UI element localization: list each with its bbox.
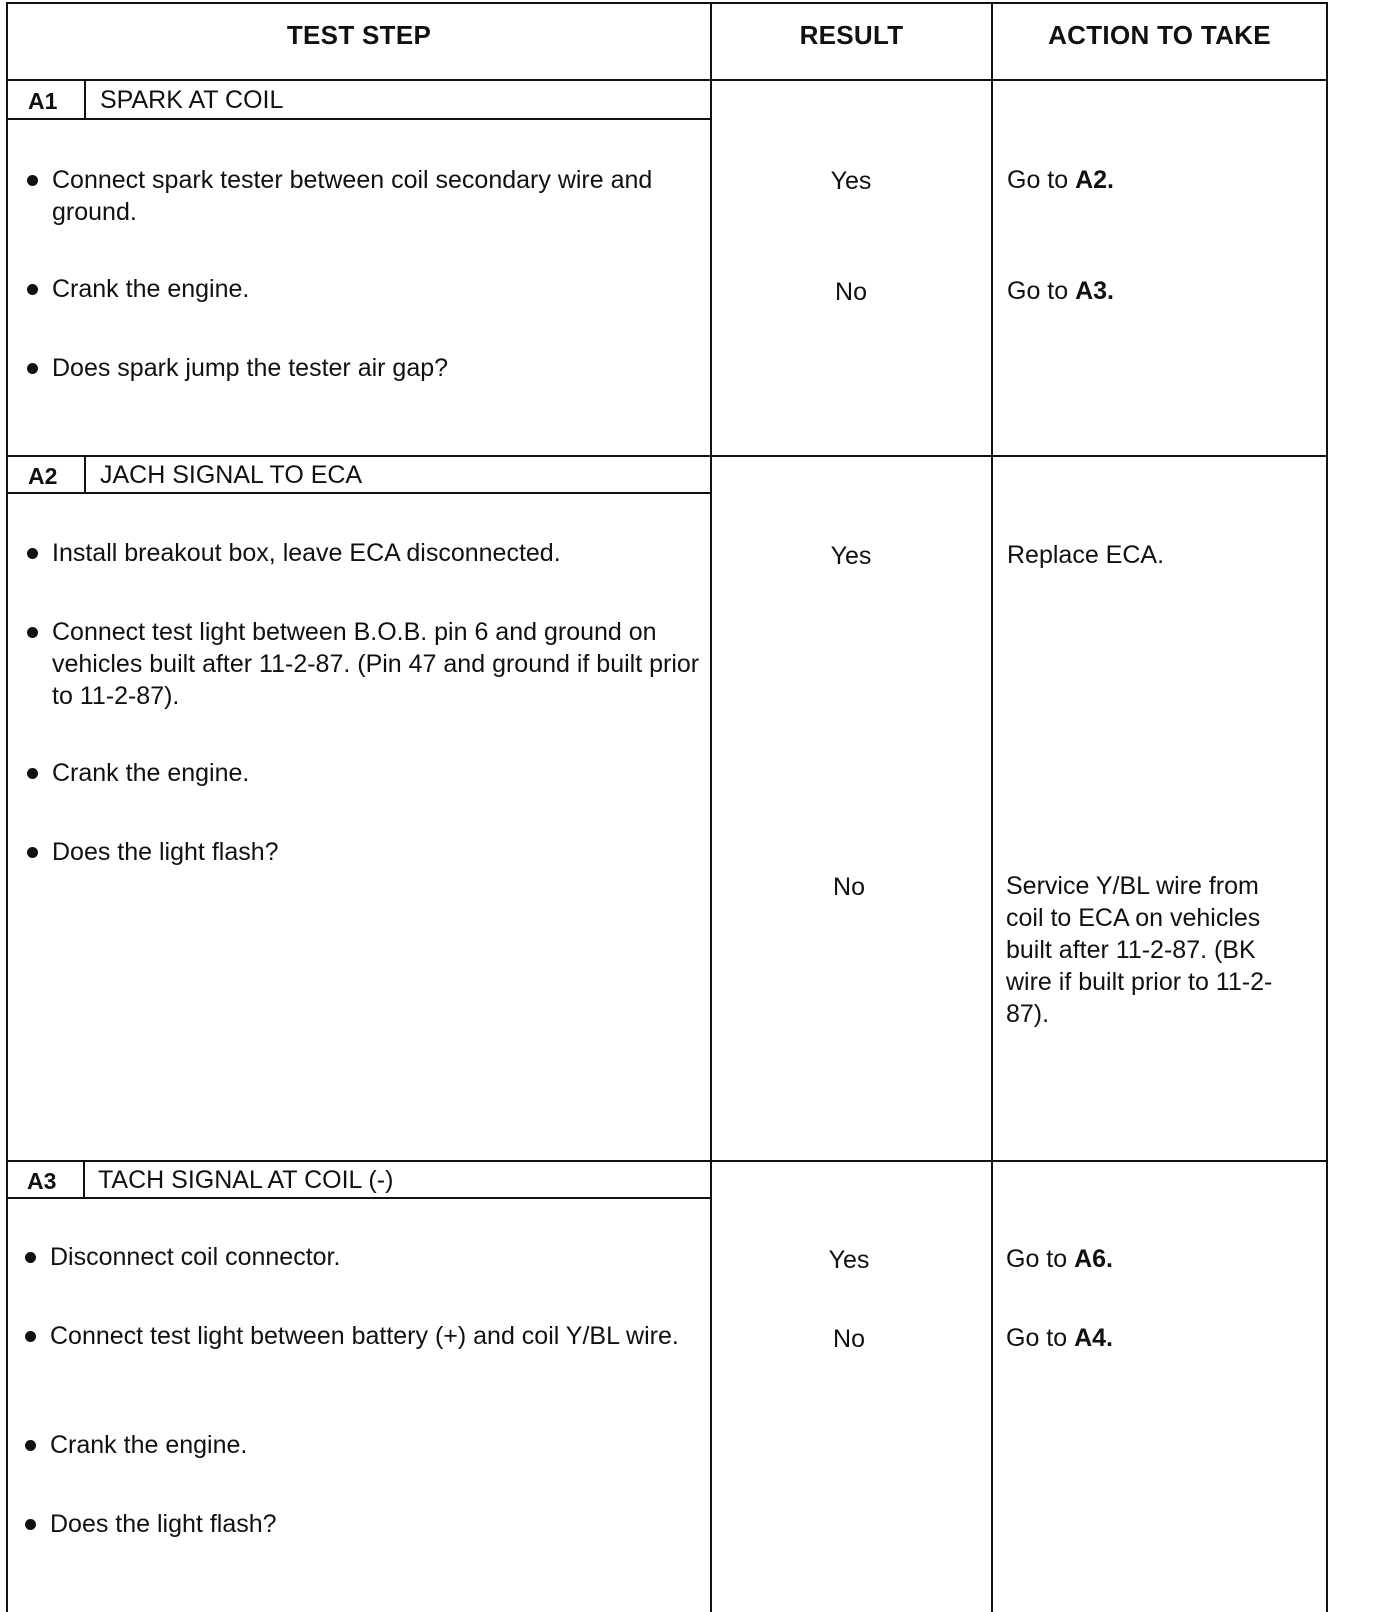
result-value: Yes bbox=[828, 1246, 870, 1274]
action-target: A4. bbox=[1074, 1324, 1113, 1352]
section-title-rule bbox=[6, 118, 712, 120]
bullet-icon bbox=[25, 1331, 36, 1342]
header-result: RESULT bbox=[799, 20, 904, 50]
test-step-text: Disconnect coil connector. bbox=[50, 1243, 341, 1271]
test-step-text: Does spark jump the tester air gap? bbox=[52, 354, 449, 382]
table-left-border bbox=[6, 2, 8, 1612]
section-bottom-rule bbox=[6, 1160, 1328, 1162]
action-target: A2. bbox=[1075, 166, 1114, 194]
column-divider-action bbox=[991, 2, 993, 1612]
action-target: A6. bbox=[1074, 1245, 1113, 1273]
header-bottom-rule bbox=[6, 79, 1328, 81]
section-title-rule bbox=[6, 1197, 712, 1199]
bullet-icon bbox=[27, 627, 38, 638]
section-id: A1 bbox=[28, 88, 58, 114]
test-step-text: Install breakout box, leave ECA disconnected. bbox=[52, 539, 561, 567]
section-bottom-rule bbox=[6, 455, 1328, 457]
test-step-text: Connect test light between B.O.B. pin 6 and ground on vehicles built after 11-2-87. (Pin 47 and ground if built prior to 11-2-87). bbox=[52, 618, 700, 710]
action-text: Go to A2. bbox=[1007, 166, 1114, 194]
result-value: No bbox=[835, 278, 867, 306]
bullet-icon bbox=[27, 363, 38, 374]
test-step-text: Crank the engine. bbox=[50, 1431, 248, 1459]
section-title-rule bbox=[6, 492, 712, 494]
bullet-icon bbox=[27, 284, 38, 295]
table-top-border bbox=[6, 2, 1328, 4]
action-text: Go to A4. bbox=[1006, 1324, 1113, 1352]
test-step-text: Connect spark tester between coil secondary wire and ground. bbox=[52, 166, 653, 226]
result-value: No bbox=[833, 873, 865, 901]
section-id-divider bbox=[84, 80, 86, 119]
action-text: Service Y/BL wire from coil to ECA on vehicles built after 11-2-87. (BK wire if built prior to 11-2-87). bbox=[1006, 872, 1273, 1028]
section-title: JACH SIGNAL TO ECA bbox=[100, 461, 363, 489]
bullet-icon bbox=[25, 1252, 36, 1263]
action-text: Go to A6. bbox=[1006, 1245, 1113, 1273]
test-step-text: Crank the engine. bbox=[52, 759, 250, 787]
section-title: TACH SIGNAL AT COIL (-) bbox=[98, 1166, 394, 1194]
test-step-text: Does the light flash? bbox=[52, 838, 279, 866]
table-right-border bbox=[1326, 2, 1328, 1612]
test-step-text: Does the light flash? bbox=[50, 1510, 277, 1538]
header-action-to-take: ACTION TO TAKE bbox=[1048, 20, 1271, 50]
result-value: Yes bbox=[830, 542, 872, 570]
bullet-icon bbox=[27, 768, 38, 779]
result-value: No bbox=[833, 1325, 865, 1353]
bullet-icon bbox=[27, 847, 38, 858]
section-title: SPARK AT COIL bbox=[100, 86, 284, 114]
section-id-divider bbox=[84, 456, 86, 493]
bullet-icon bbox=[27, 175, 38, 186]
action-text: Replace ECA. bbox=[1007, 541, 1165, 569]
action-text: Go to A3. bbox=[1007, 277, 1114, 305]
bullet-icon bbox=[25, 1440, 36, 1451]
action-target: A3. bbox=[1075, 277, 1114, 305]
bullet-icon bbox=[25, 1519, 36, 1530]
section-id: A3 bbox=[27, 1168, 57, 1194]
header-test-step: TEST STEP bbox=[286, 20, 432, 50]
section-id: A2 bbox=[28, 463, 58, 489]
result-value: Yes bbox=[830, 167, 872, 195]
column-divider-result bbox=[710, 2, 712, 1612]
section-id-divider bbox=[83, 1161, 85, 1198]
test-step-text: Connect test light between battery (+) and coil Y/BL wire. bbox=[50, 1322, 679, 1350]
bullet-icon bbox=[27, 548, 38, 559]
test-step-text: Crank the engine. bbox=[52, 275, 250, 303]
